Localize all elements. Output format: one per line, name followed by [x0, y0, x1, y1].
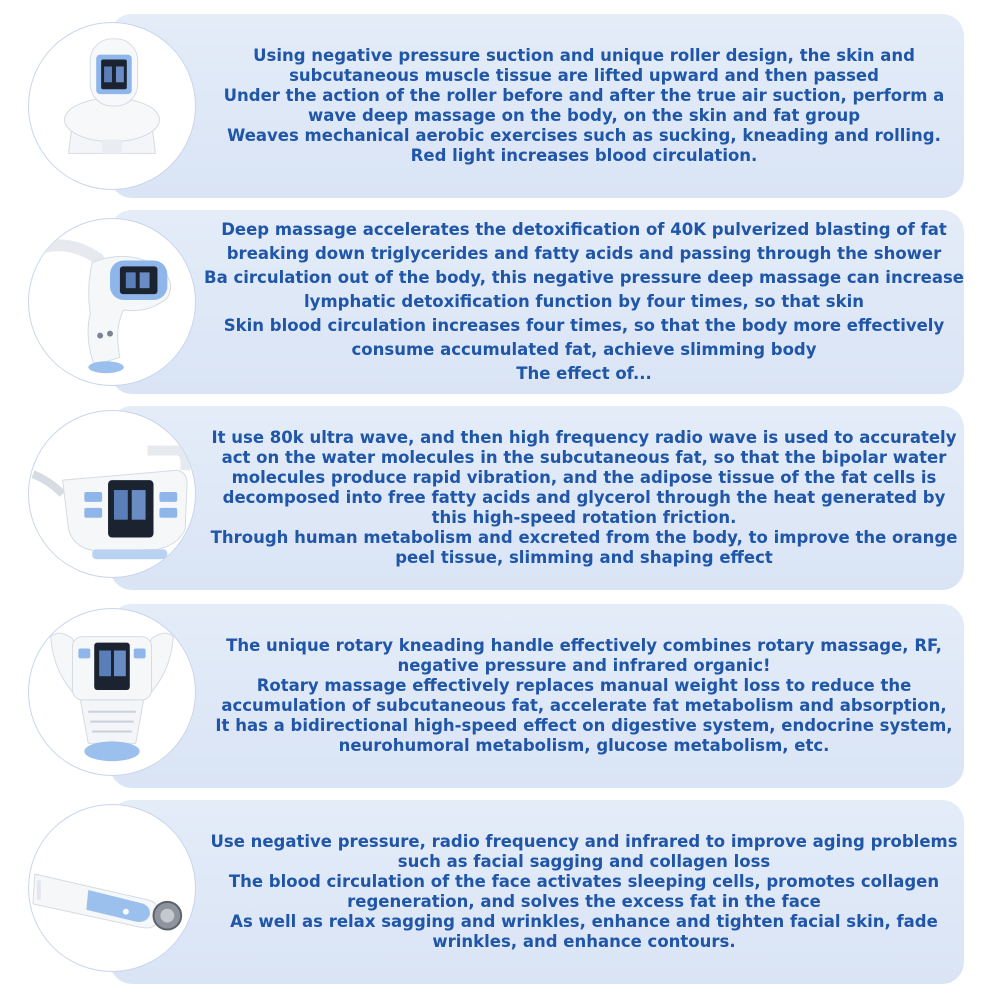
feature-section-4 [0, 604, 1000, 788]
description-line: molecules produce rapid vibration, and the adipose tissue of the fat cells is [231, 468, 937, 487]
description-line: Using negative pressure suction and unique roller design, the skin and [253, 46, 915, 65]
description-line: consume accumulated fat, achieve slimming body [351, 340, 817, 359]
description-line: It use 80k ultra wave, and then high frequency radio wave is used to accurately [211, 428, 957, 447]
description-line: such as facial sagging and collagen loss [397, 852, 771, 871]
description-line: Deep massage accelerates the detoxification of 40K pulverized blasting of fat [221, 220, 947, 239]
description-line: decomposed into free fatty acids and glycerol through the heat generated by [222, 488, 946, 507]
description-line: neurohumoral metabolism, glucose metabolism, etc. [338, 736, 830, 755]
description-line: act on the water molecules in the subcutaneous fat, so that the bipolar water [221, 448, 947, 467]
feature-description [210, 14, 958, 198]
feature-section-1 [0, 14, 1000, 198]
description-line: Ba circulation out of the body, this negative pressure deep massage can increase [204, 268, 964, 287]
description-line: The effect of... [516, 364, 652, 383]
description-line: peel tissue, slimming and shaping effect [395, 548, 773, 567]
description-line: wrinkles, and enhance contours. [432, 932, 736, 951]
rotary-kneading-handle-icon [28, 608, 196, 776]
description-line: Red light increases blood circulation. [410, 146, 758, 165]
feature-description [210, 604, 958, 788]
description-line: As well as relax sagging and wrinkles, enhance and tighten facial skin, fade [230, 912, 938, 931]
facial-pen-icon [28, 804, 196, 972]
description-line: The unique rotary kneading handle effectively combines rotary massage, RF, [226, 636, 942, 655]
description-line: Rotary massage effectively replaces manual weight loss to reduce the [256, 676, 912, 695]
description-line: It has a bidirectional high-speed effect on digestive system, endocrine system, [215, 716, 953, 735]
feature-description [210, 800, 958, 984]
description-line: Use negative pressure, radio frequency and infrared to improve aging problems [210, 832, 958, 851]
description-line: The blood circulation of the face activates sleeping cells, promotes collagen [228, 872, 940, 891]
feature-section-2 [0, 210, 1000, 394]
vacuum-roller-device-icon [28, 22, 196, 190]
description-line: lymphatic detoxification function by four times, so that skin [304, 292, 864, 311]
description-line: regeneration, and solves the excess fat in the face [347, 892, 821, 911]
description-line: this high-speed rotation friction. [431, 508, 737, 527]
feature-description [204, 210, 964, 394]
description-line: accumulation of subcutaneous fat, accelerate fat metabolism and absorption, [221, 696, 947, 715]
description-line: Weaves mechanical aerobic exercises such as sucking, kneading and rolling. [227, 126, 941, 145]
deep-massage-handle-icon [28, 218, 196, 386]
description-line: negative pressure and infrared organic! [397, 656, 771, 675]
rf-handle-icon [28, 410, 196, 578]
description-line: Skin blood circulation increases four times, so that the body more effectively [223, 316, 945, 335]
description-line: Under the action of the roller before and after the true air suction, perform a [223, 86, 945, 105]
description-line: subcutaneous muscle tissue are lifted upward and then passed [289, 66, 879, 85]
feature-description [210, 406, 958, 590]
feature-section-5 [0, 800, 1000, 984]
feature-section-3 [0, 406, 1000, 590]
description-line: wave deep massage on the body, on the skin and fat group [307, 106, 861, 125]
description-line: Through human metabolism and excreted from the body, to improve the orange [210, 528, 958, 547]
description-line: breaking down triglycerides and fatty acids and passing through the shower [226, 244, 942, 263]
